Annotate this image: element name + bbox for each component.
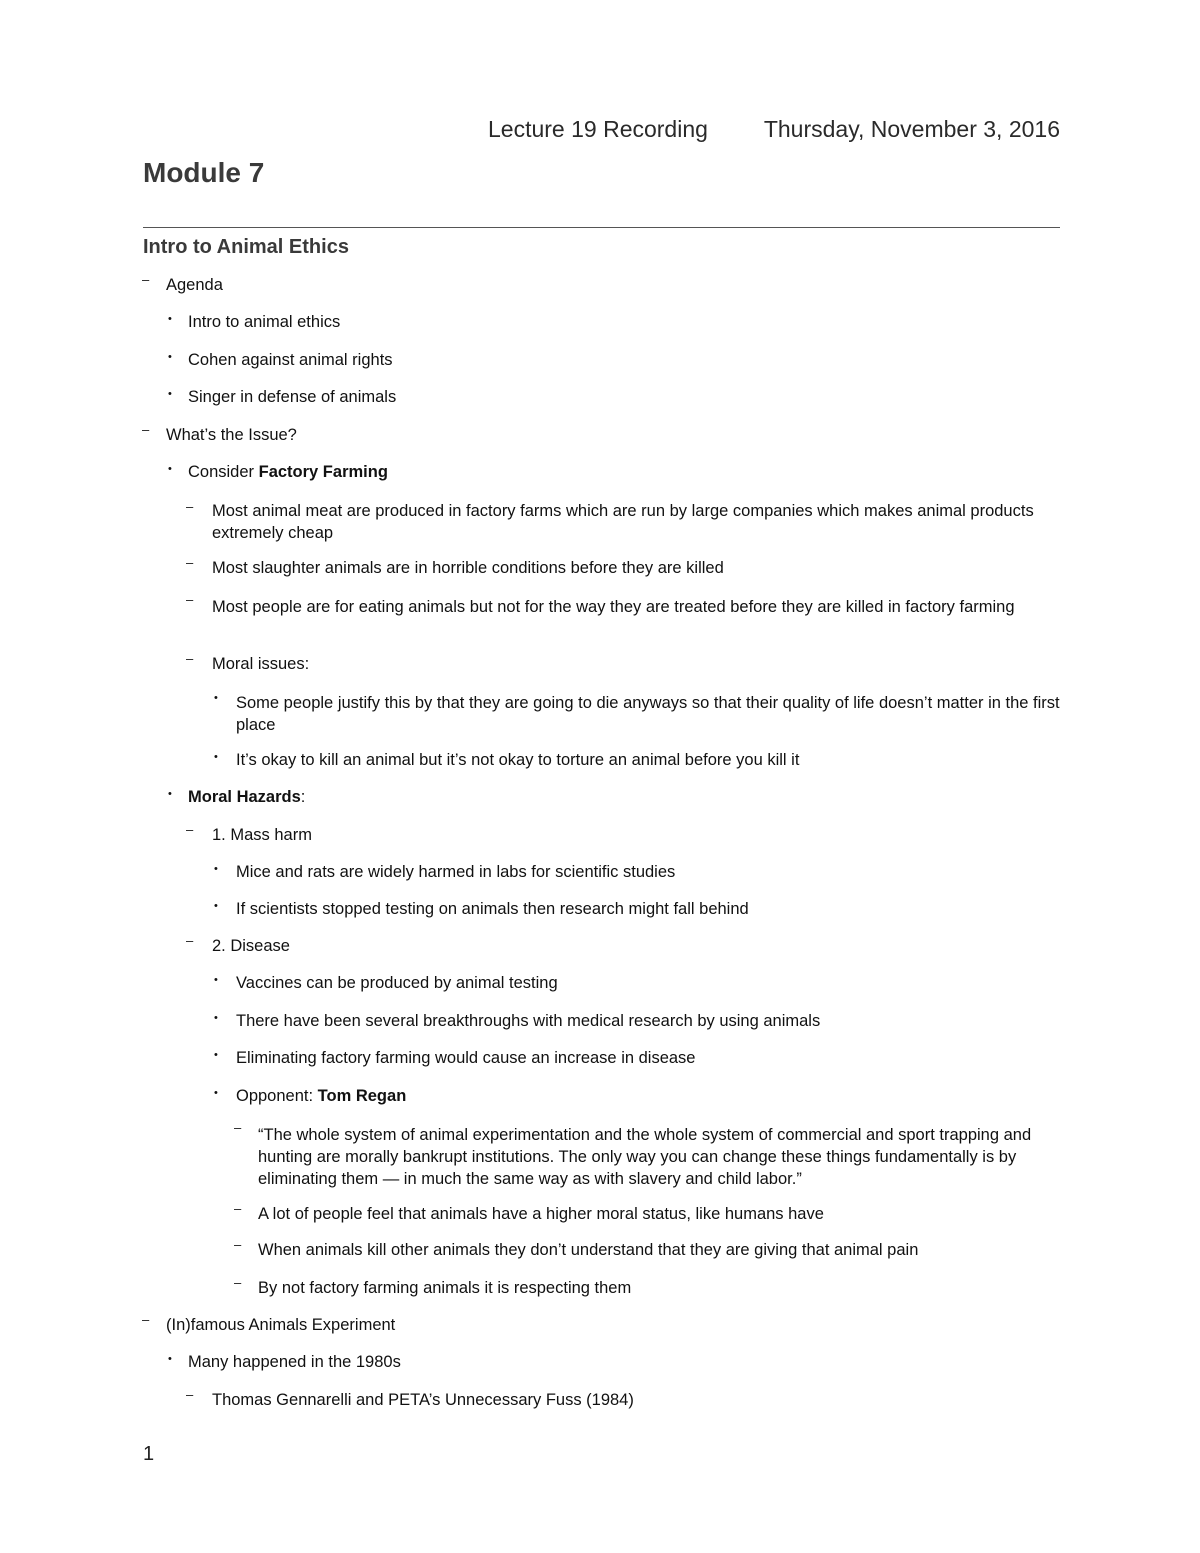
- opponent-point: [234, 1275, 1058, 1298]
- moral-hazards-item: [168, 788, 1048, 807]
- moral-hazards-term: Moral Hazards: [188, 788, 301, 806]
- opponent-prefix: Opponent:: [236, 1087, 318, 1105]
- mass-harm-item: [186, 822, 1042, 845]
- opponent-point: [234, 1237, 1058, 1260]
- dash-marker: –: [234, 1120, 242, 1135]
- outline-item-text: Agenda: [166, 276, 223, 294]
- opponent-point: [234, 1120, 1058, 1190]
- bullet-marker: •: [168, 351, 172, 363]
- disease-text: Eliminating factory farming would cause an increase in disease: [236, 1049, 696, 1067]
- opponent-point-text: A lot of people feel that animals have a higher moral status, like humans have: [258, 1205, 824, 1223]
- agenda-item: [168, 351, 1048, 370]
- mass-harm-label: 1. Mass harm: [212, 826, 312, 844]
- factory-farming-term: Factory Farming: [258, 463, 388, 481]
- factory-point: [186, 592, 1042, 618]
- dash-marker: –: [186, 592, 194, 607]
- agenda-item-text: Cohen against animal rights: [188, 351, 393, 369]
- bullet-marker: •: [214, 900, 218, 912]
- bullet-marker: •: [214, 1012, 218, 1024]
- disease-text: Vaccines can be produced by animal testing: [236, 974, 558, 992]
- bullet-marker: •: [214, 751, 218, 763]
- agenda-item: [168, 388, 1048, 407]
- lecture-title: Lecture 19 Recording: [488, 116, 708, 142]
- bullet-marker: •: [168, 788, 172, 800]
- moral-issue: [214, 751, 1056, 770]
- bullet-marker: •: [168, 313, 172, 325]
- disease-point: [214, 974, 1056, 993]
- dash-marker: –: [186, 933, 194, 948]
- opponent-point-text: When animals kill other animals they don’t understand that they are giving that animal pain: [258, 1241, 919, 1259]
- mass-harm-point: [214, 900, 1056, 919]
- disease-label: 2. Disease: [212, 937, 290, 955]
- bullet-marker: •: [168, 1353, 172, 1365]
- moral-issue: [214, 692, 1066, 736]
- page-number: 1: [143, 1443, 155, 1465]
- dash-marker: –: [186, 499, 194, 514]
- infamous-sub-text: Many happened in the 1980s: [188, 1353, 401, 1371]
- mass-harm-text: Mice and rats are widely harmed in labs for scientific studies: [236, 863, 676, 881]
- dash-marker: –: [142, 272, 150, 287]
- moral-issues-label: Moral issues:: [212, 655, 310, 673]
- factory-point-text: Most animal meat are produced in factory farms which are run by large companies which makes animal products extremely cheap: [212, 502, 1034, 542]
- factory-point-text: Most slaughter animals are in horrible conditions before they are killed: [212, 559, 724, 577]
- bullet-marker: •: [214, 863, 218, 875]
- outline-item-agenda: [142, 272, 1046, 295]
- mass-harm-point: [214, 863, 1056, 882]
- outline-item-text: (In)famous Animals Experiment: [166, 1316, 396, 1334]
- opponent-point-text: By not factory farming animals it is respecting them: [258, 1279, 632, 1297]
- dash-marker: –: [186, 555, 194, 570]
- factory-point-text: Most people are for eating animals but not for the way they are treated before they are killed in factory farming: [212, 598, 1015, 616]
- horizontal-rule: [143, 227, 1060, 228]
- infamous-subsub-text: Thomas Gennarelli and PETA’s Unnecessary Fuss (1984): [212, 1391, 634, 1409]
- agenda-item: [168, 313, 1048, 332]
- disease-text: There have been several breakthroughs with medical research by using animals: [236, 1012, 821, 1030]
- agenda-item-text: Intro to animal ethics: [188, 313, 341, 331]
- dash-marker: –: [142, 422, 150, 437]
- dash-marker: –: [234, 1201, 242, 1216]
- mass-harm-text: If scientists stopped testing on animals then research might fall behind: [236, 900, 749, 918]
- dash-marker: –: [186, 651, 194, 666]
- moral-issue-text: Some people justify this by that they are going to die anyways so that their quality of life doesn’t matter in the first place: [236, 694, 1060, 734]
- agenda-item-text: Singer in defense of animals: [188, 388, 397, 406]
- factory-point: [186, 555, 1042, 578]
- bullet-marker: •: [168, 388, 172, 400]
- opponent-point: [234, 1201, 1058, 1224]
- disease-point: [214, 1012, 1056, 1031]
- section-title: Intro to Animal Ethics: [143, 236, 349, 258]
- disease-item: [186, 933, 1042, 956]
- bullet-marker: •: [214, 692, 218, 704]
- bullet-marker: •: [214, 974, 218, 986]
- dash-marker: –: [142, 1312, 150, 1327]
- factory-point: [186, 499, 1042, 544]
- bullet-marker: •: [168, 463, 172, 475]
- outline-item-text: What’s the Issue?: [166, 426, 297, 444]
- factory-prefix: Consider: [188, 463, 259, 481]
- lecture-date: Thursday, November 3, 2016: [763, 116, 1060, 142]
- disease-point: [214, 1049, 1056, 1068]
- moral-issues-item: [186, 651, 1042, 674]
- opponent-name: Tom Regan: [317, 1087, 407, 1105]
- infamous-sub-item: [168, 1353, 1048, 1372]
- moral-issue-text: It’s okay to kill an animal but it’s not okay to torture an animal before you kill it: [236, 751, 800, 769]
- bullet-marker: •: [214, 1087, 218, 1099]
- infamous-subsub-item: [186, 1387, 1042, 1410]
- moral-hazards-suffix: :: [300, 788, 306, 806]
- outline-item-infamous: [142, 1312, 1046, 1335]
- dash-marker: –: [186, 822, 194, 837]
- dash-marker: –: [234, 1275, 242, 1290]
- bullet-marker: •: [214, 1049, 218, 1061]
- outline-item-issue: [142, 422, 1046, 445]
- dash-marker: –: [186, 1387, 194, 1402]
- factory-farming-item: [168, 463, 1048, 482]
- opponent-quote: “The whole system of animal experimentation and the whole system of commercial and sport trapping and hunting are morally bankrupt institutions. The only way you can change these things fundamentally is by eliminating them — in much the same way as with slavery and child labor.”: [258, 1126, 1032, 1188]
- opponent-item: [214, 1087, 1056, 1106]
- dash-marker: –: [234, 1237, 242, 1252]
- module-title: Module 7: [143, 157, 265, 188]
